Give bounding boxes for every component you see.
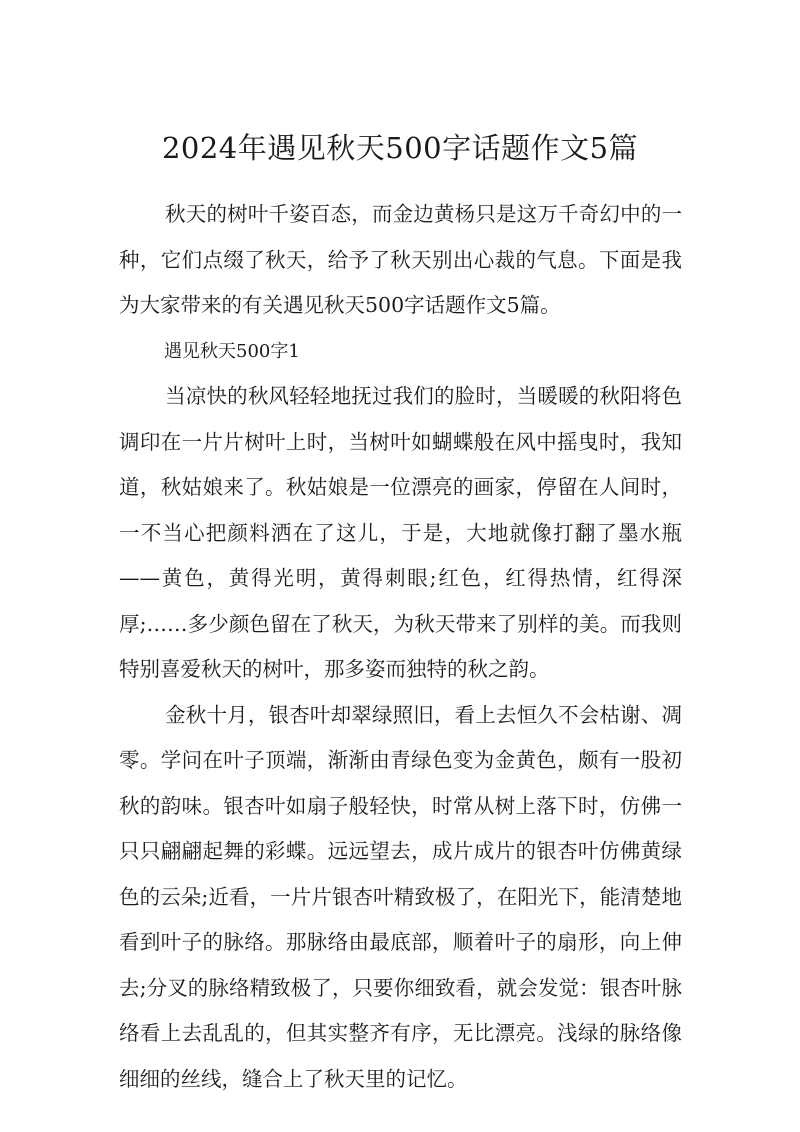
body-paragraph: 当凉快的秋风轻轻地抚过我们的脸时，当暖暖的秋阳将色调印在一片片树叶上时，当树叶如蝴蝶般在风中摇曳时，我知道，秋姑娘来了。秋姑娘是一位漂亮的画家，停留在人间时，一不当心把颜料洒在了这儿，于是，大地就像打翻了墨水瓶——黄色，黄得光明，黄得刺眼;红色，红得热情，红得深厚;……多少颜色留在了秋天，为秋天带来了别样的美。而我则特别喜爱秋天的树叶，那多姿而独特的秋之韵。	[119, 384, 682, 681]
section-heading: 遇见秋天500字1	[164, 340, 300, 362]
document-title: 2024年遇见秋天500字话题作文5篇	[161, 131, 639, 165]
body-paragraph: 金秋十月，银杏叶却翠绿照旧，看上去恒久不会枯谢、凋零。学问在叶子顶端，渐渐由青绿色变为金黄色，颇有一股初秋的韵味。银杏叶如扇子般轻快，时常从树上落下时，仿佛一只只翩翩起舞的彩蝶。远远望去，成片成片的银杏叶仿佛黄绿色的云朵;近看，一片片银杏叶精致极了，在阳光下，能清楚地看到叶子的脉络。那脉络由最底部，顺着叶子的扇形，向上伸去;分叉的脉络精致极了，只要你细致看，就会发觉：银杏叶脉络看上去乱乱的，但其实整齐有序，无比漂亮。浅绿的脉络像细细的丝线，缝合上了秋天里的记忆。	[119, 702, 682, 1091]
intro-paragraph: 秋天的树叶千姿百态，而金边黄杨只是这万千奇幻中的一种，它们点缀了秋天，给予了秋天别出心裁的气息。下面是我为大家带来的有关遇见秋天500字话题作文5篇。	[119, 202, 682, 317]
document-body	[119, 192, 682, 1102]
